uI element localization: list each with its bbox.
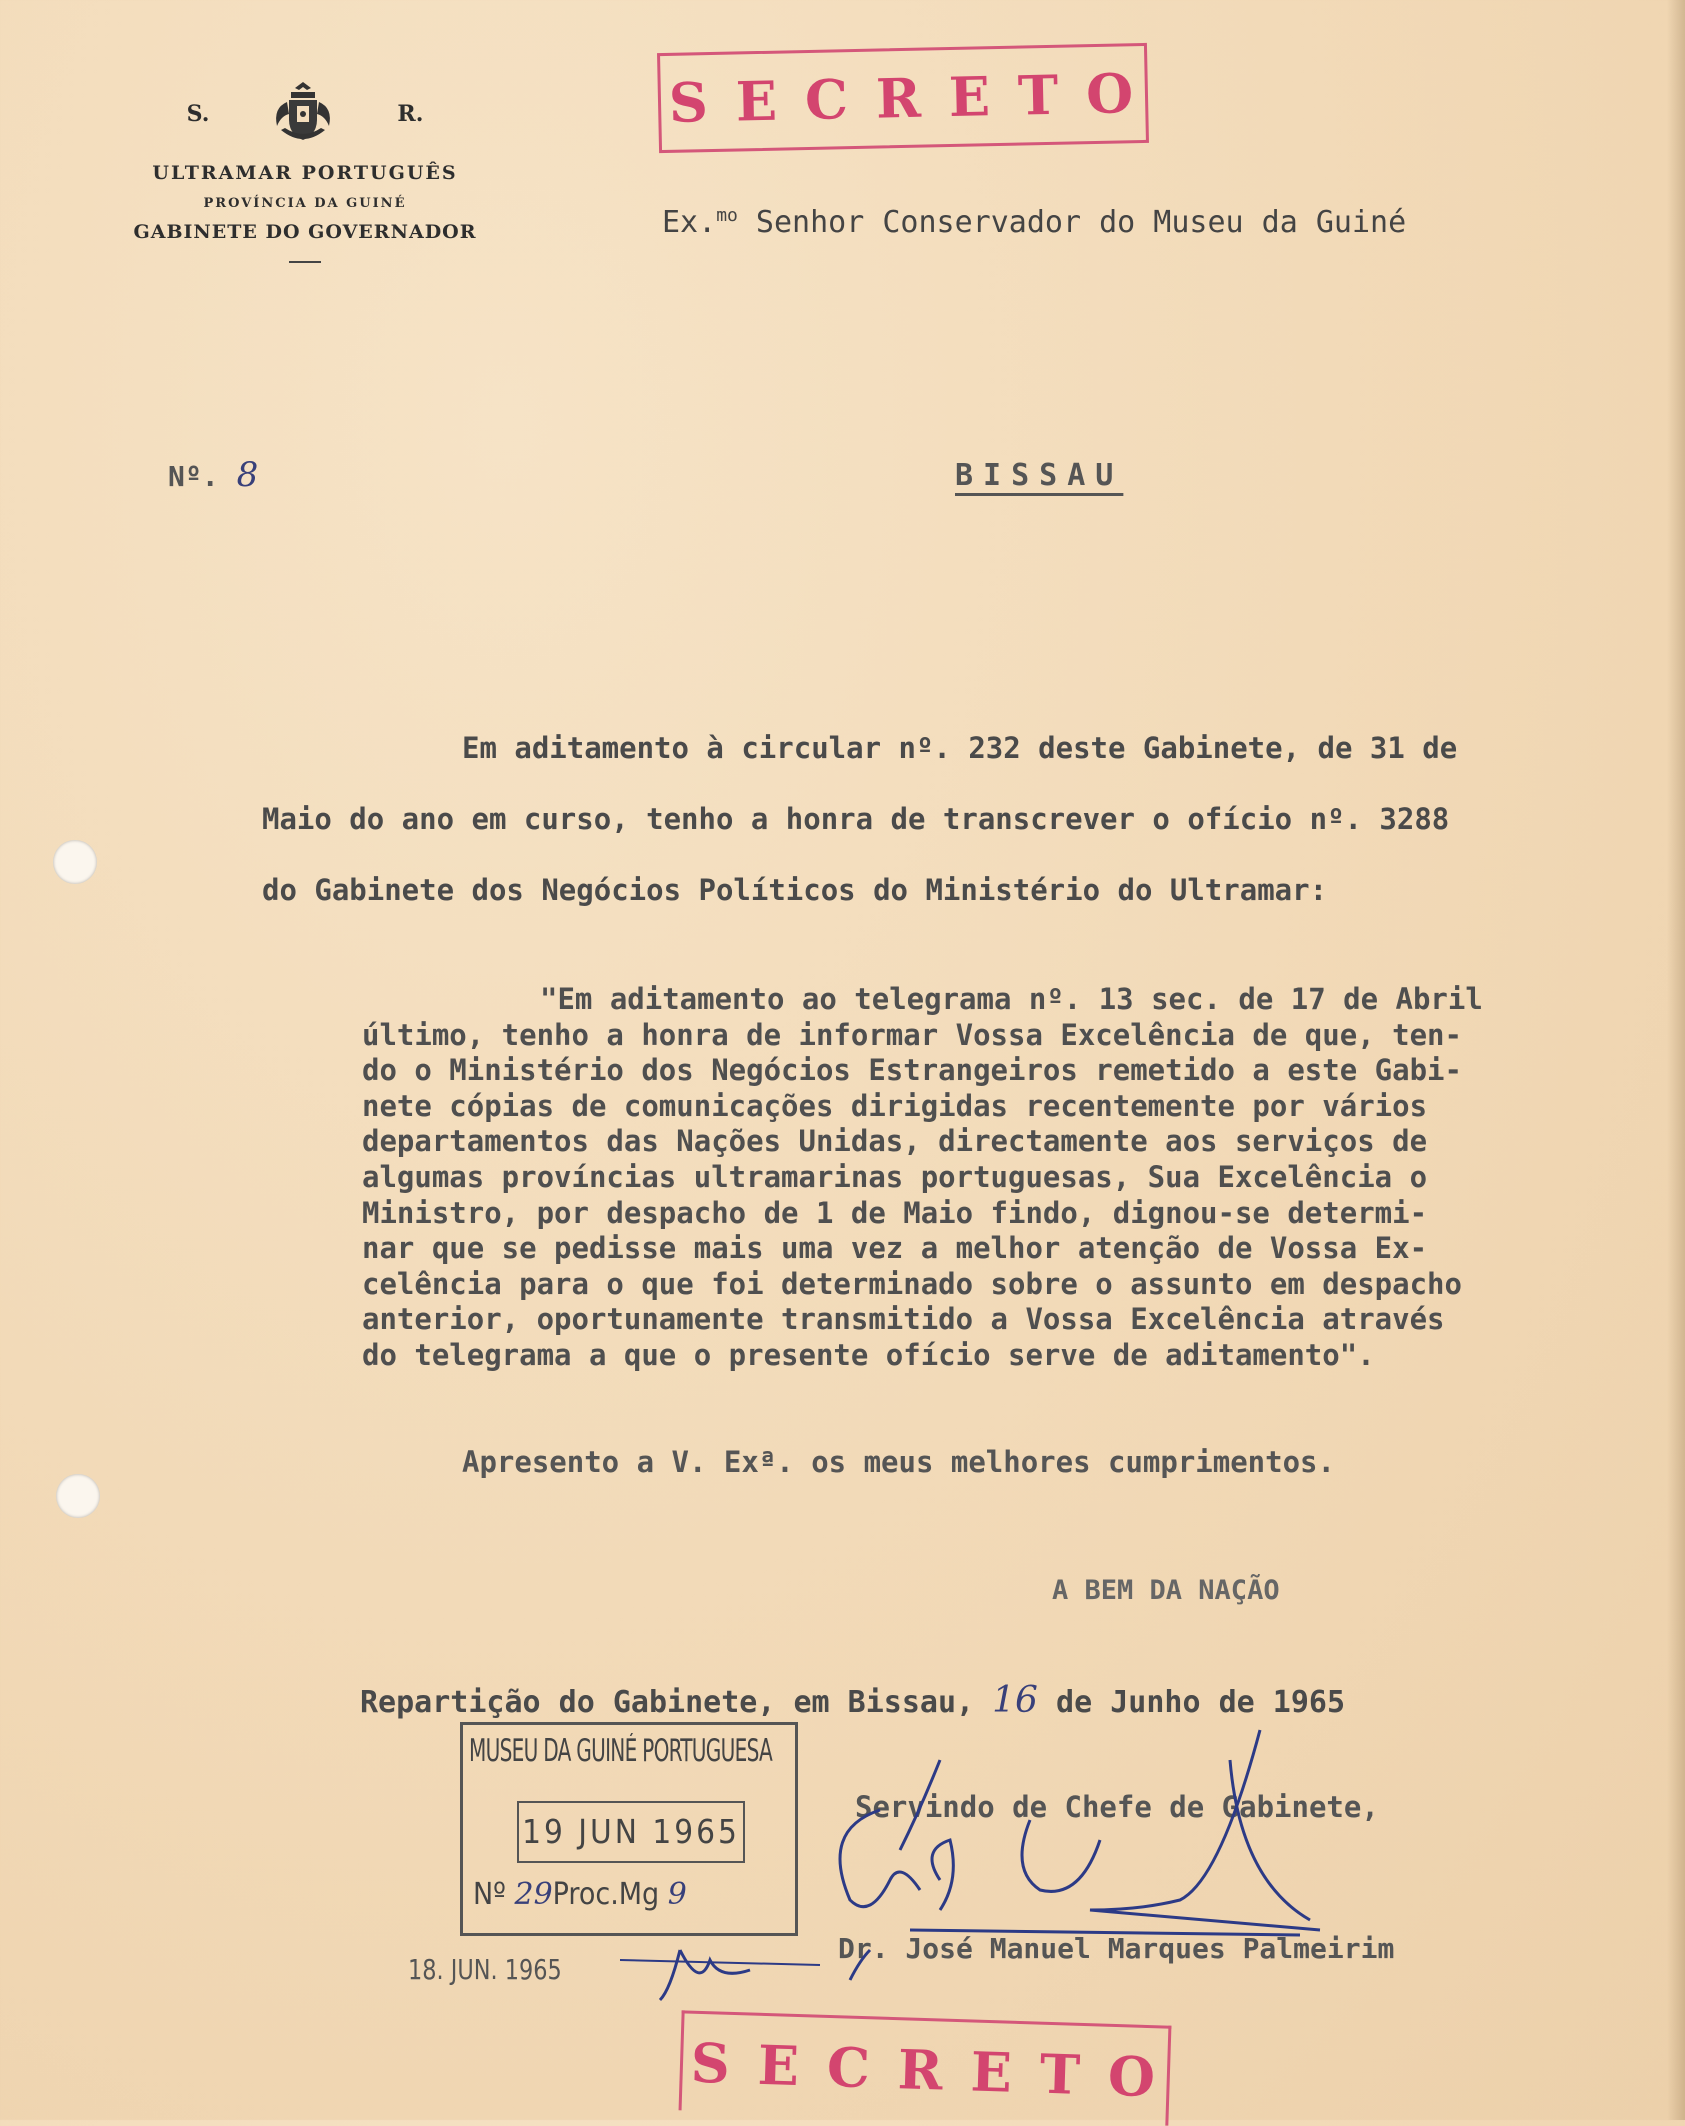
date-stamp: 18. JUN. 1965 (408, 1953, 562, 1986)
paper-edge (1667, 0, 1685, 2120)
number-label: Nº. (168, 460, 219, 493)
dateline-before: Repartição do Gabinete, em Bissau, (360, 1685, 993, 1720)
quote-line: Ministro, por despacho de 1 de Maio findo, dignou-se determi- (362, 1195, 1428, 1230)
letterhead-r: R. (397, 101, 424, 127)
number-value: 8 (236, 455, 259, 495)
proc-text: Proc.Mg (552, 1877, 660, 1912)
proc-hw: 9 (667, 1877, 687, 1912)
museum-stamp-date: 19 JUN 1965 (517, 1801, 745, 1863)
quote-line: nete cópias de comunicações dirigidas recentemente por vários (362, 1088, 1428, 1123)
letterhead-rule (289, 261, 321, 263)
letterhead-line1: ULTRAMAR PORTUGUÊS (152, 162, 458, 184)
addressee-text: Senhor Conservador do Museu da Guiné (737, 205, 1407, 240)
secreto-stamp-top: SECRETO (657, 43, 1149, 153)
letterhead (95, 78, 515, 263)
serving-line: Servindo de Chefe de Gabinete, (855, 1790, 1379, 1824)
quote-line: do o Ministério dos Negócios Estrangeiros remetido a este Gabi- (362, 1053, 1462, 1088)
handwritten-signature (620, 1720, 1340, 2010)
quote-line: celência para o que foi determinado sobre o assunto em despacho (362, 1266, 1462, 1301)
quote-line: último, tenho a honra de informar Vossa Excelência de que, ten- (362, 1017, 1462, 1052)
city-heading: BISSAU (955, 458, 1124, 493)
signatory-name: Dr. José Manuel Marques Palmeirim (838, 1932, 1395, 1965)
quote-line: do telegrama a que o presente ofício serve de aditamento". (362, 1337, 1375, 1372)
quoted-letter (362, 982, 1612, 1374)
secreto-stamp-bottom: SECRETO (679, 2010, 1172, 2125)
quote-line: nar que se pedisse mais uma vez a melhor atenção de Vossa Ex- (362, 1231, 1428, 1266)
coat-of-arms-icon (267, 78, 339, 150)
letterhead-sr-row (95, 78, 515, 150)
dateline (360, 1680, 1345, 1721)
proc-label: Nº (473, 1877, 506, 1912)
letterhead-s: S. (186, 101, 210, 127)
body-line-1: Em aditamento à circular nº. 232 deste Gabinete, de 31 de (462, 731, 1458, 765)
closing-line: Apresento a V. Exª. os meus melhores cumprimentos. (462, 1445, 1335, 1479)
punch-hole (56, 1474, 100, 1518)
proc-value: 29 (514, 1877, 553, 1912)
quote-line: algumas províncias ultramarinas portuguesas, Sua Excelência o (362, 1159, 1428, 1194)
punch-hole (53, 840, 97, 884)
quote-line: "Em aditamento ao telegrama nº. 13 sec. de 17 de Abril (540, 982, 1483, 1016)
addressee (662, 205, 1406, 240)
letterhead-line3: GABINETE DO GOVERNADOR (133, 221, 477, 243)
museum-stamp-title: MUSEU DA GUINÉ PORTUGUESA (469, 1733, 773, 1769)
addressee-sup: mo (716, 205, 738, 226)
body-line-2: Maio do ano em curso, tenho a honra de transcrever o ofício nº. 3288 (262, 802, 1450, 836)
quote-line: anterior, oportunamente transmitido a Vossa Excelência através (362, 1302, 1445, 1337)
quote-line: departamentos das Nações Unidas, directamente aos serviços de (362, 1124, 1428, 1159)
dateline-after: de Junho de 1965 (1037, 1685, 1346, 1720)
body-line-3: do Gabinete dos Negócios Políticos do Ministério do Ultramar: (262, 873, 1328, 907)
letterhead-line2: PROVÍNCIA DA GUINÉ (203, 196, 407, 211)
addressee-prefix: Ex. (662, 205, 717, 240)
dateline-day: 16 (992, 1680, 1038, 1721)
motto: A BEM DA NAÇÃO (1052, 1575, 1280, 1606)
document-number (168, 455, 258, 495)
